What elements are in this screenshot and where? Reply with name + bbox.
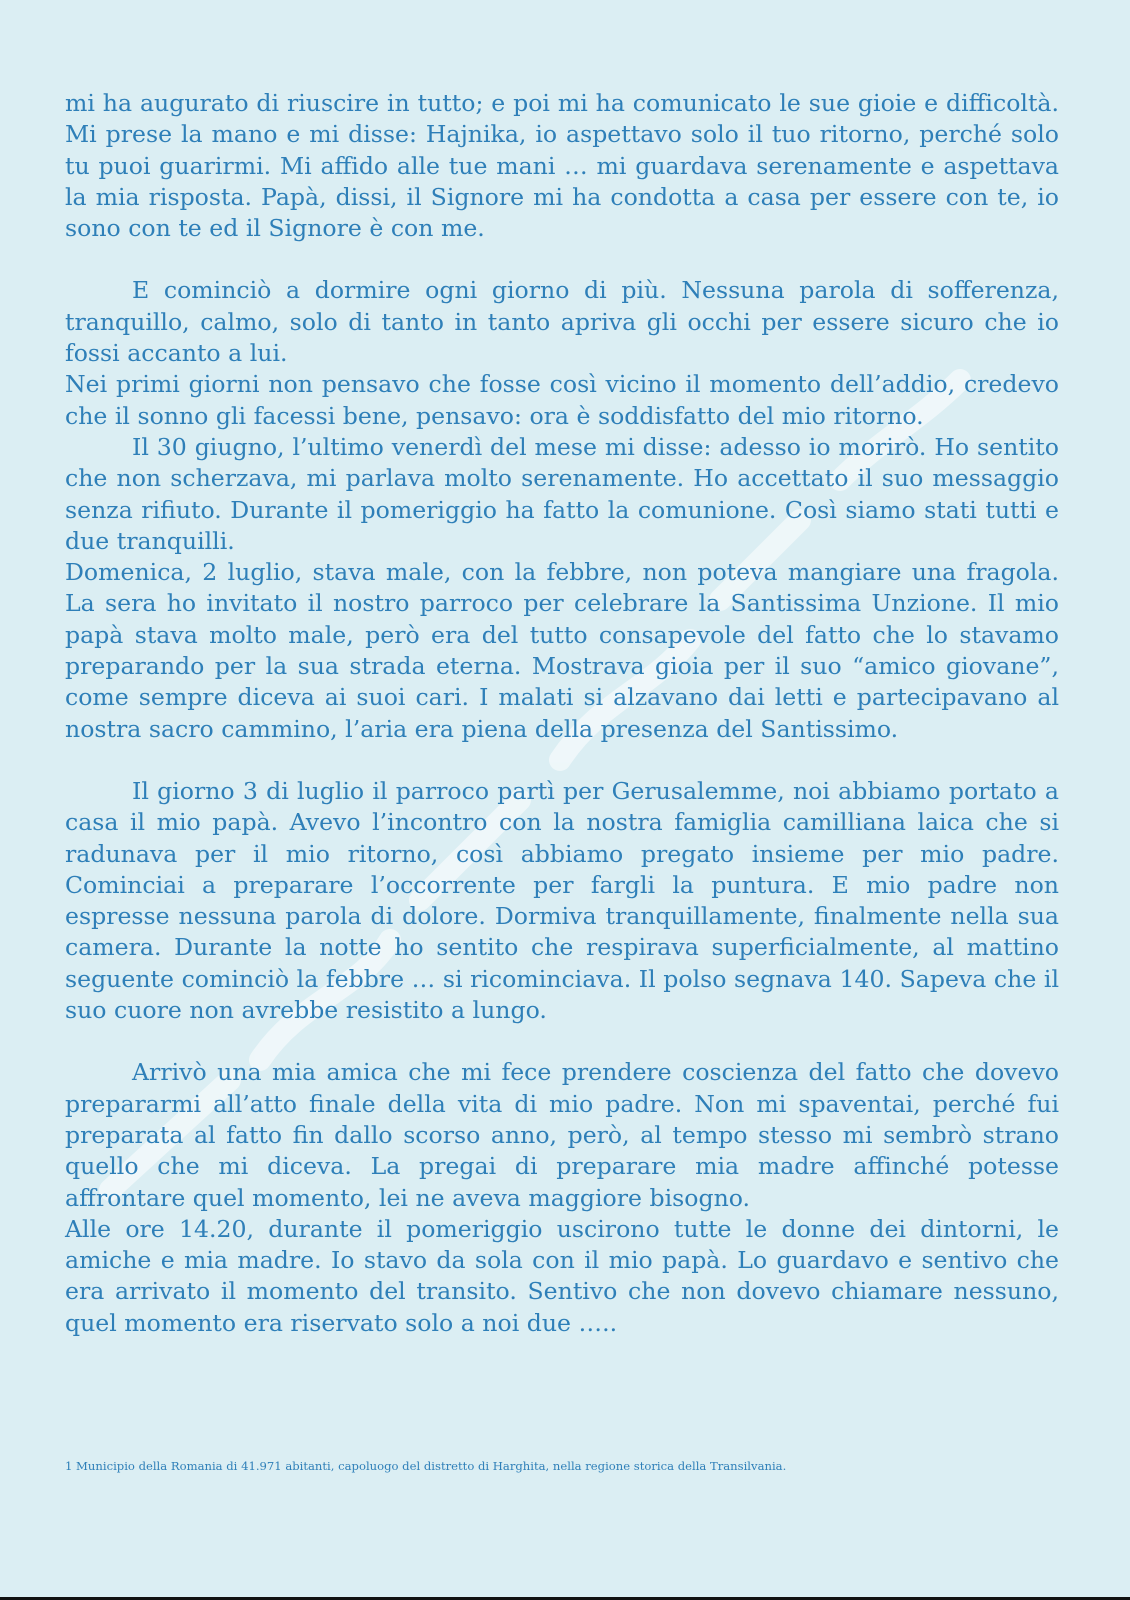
body-text (65, 88, 1059, 1339)
paragraph-spacer (65, 1026, 1059, 1057)
paragraph-4: Il 30 giugno, l’ultimo venerdì del mese mi disse: adesso io morirò. Ho sentito che non scherzava, mi parlava molto serenamente. Ho accettato il suo messaggio senza rifiuto. Durante il pomeriggio ha fatto la comunione. Così siamo stati tutti e due tranquilli. (65, 432, 1059, 555)
paragraph-8: Alle ore 14.20, durante il pomeriggio uscirono tutte le donne dei dintorni, le amiche e mia madre. Io stavo da sola con il mio papà. Lo guardavo e sentivo che era arrivato il momento del transito. Sentivo che non dovevo chiamare nessuno, quel momento era riservato solo a noi due ….. (65, 1214, 1059, 1337)
paragraph-spacer (65, 745, 1059, 776)
paragraph-1: mi ha augurato di riuscire in tutto; e poi mi ha comunicato le sue gioie e difficoltà. Mi prese la mano e mi disse: Hajnika, io aspettavo solo il tuo ritorno, perché solo tu puoi guarirmi. Mi affido alle tue mani … mi guardava serenamente e aspettava la mia risposta. Papà, dissi, il Signore mi ha condotta a casa per essere con te, io sono con te ed il Signore è con me. (65, 89, 1059, 243)
paragraph-spacer (65, 244, 1059, 275)
paragraph-3: Nei primi giorni non pensavo che fosse così vicino il momento dell’addio, credevo che il sonno gli facessi bene, pensavo: ora è soddisfatto del mio ritorno. (65, 370, 1059, 430)
paragraph-6: Il giorno 3 di luglio il parroco partì per Gerusalemme, noi abbiamo portato a casa il mio papà. Avevo l’incontro con la nostra famiglia camilliana laica che si radunava per il mio ritorno, così abbiamo pregato insieme per mio padre. Cominciai a preparare l’occorrente per fargli la puntura. E mio padre non espresse nessuna parola di dolore. Dormiva tranquillamente, finalmente nella sua camera. Durante la notte ho sentito che respirava superficialmente, al mattino seguente cominciò la febbre … si ricominciava. Il polso segnava 140. Sapeva che il suo cuore non avrebbe resistito a lungo. (65, 776, 1059, 1025)
paragraph-2: E cominciò a dormire ogni giorno di più. Nessuna parola di sofferenza, tranquillo, calmo, solo di tanto in tanto apriva gli occhi per essere sicuro che io fossi accanto a lui. (65, 276, 1059, 368)
footnote: 1 Municipio della Romania di 41.971 abitanti, capoluogo del distretto di Harghita, nella regione storica della Transilvania. (65, 1459, 787, 1473)
paragraph-7: Arrivò una mia amica che mi fece prendere coscienza del fatto che dovevo prepararmi all’atto finale della vita di mio padre. Non mi spaventai, perché fui preparata al fatto fin dallo scorso anno, però, al tempo stesso mi sembrò strano quello che mi diceva. La pregai di preparare mia madre affinché potesse affrontare quel momento, lei ne aveva maggiore bisogno. (65, 1058, 1059, 1212)
paragraph-5: Domenica, 2 luglio, stava male, con la febbre, non poteva mangiare una fragola. La sera ho invitato il nostro parroco per celebrare la Santissima Unzione. Il mio papà stava molto male, però era del tutto consapevole del fatto che lo stavamo preparando per la sua strada eterna. Mostrava gioia per il suo “amico giovane”, come sempre diceva ai suoi cari. I malati si alzavano dai letti e partecipavano al nostra sacro cammino, l’aria era piena della presenza del Santissimo. (65, 558, 1059, 743)
